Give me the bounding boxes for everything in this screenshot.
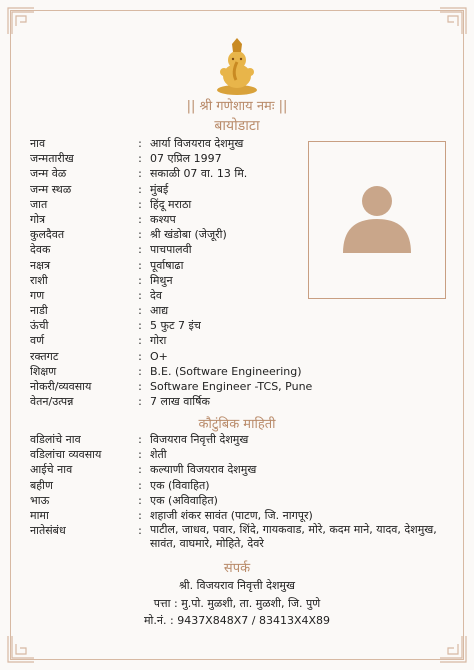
separator: :: [138, 288, 142, 302]
field-label: भाऊ: [30, 493, 50, 507]
field-label: नातेसंबंध: [30, 524, 66, 538]
ganesha-icon: [214, 38, 260, 96]
field-value: गोरा: [150, 334, 167, 348]
field-value: शहाजी शंकर सावंत (पाटण, जि. नागपूर): [150, 508, 313, 522]
field-value: 07 एप्रिल 1997: [150, 152, 222, 166]
shloka-heading: || श्री गणेशाय नमः ||: [186, 99, 288, 114]
field-value: आद्य: [150, 304, 169, 318]
corner-ornament-bottom-left: [6, 634, 36, 664]
separator: :: [138, 524, 142, 538]
separator: :: [138, 304, 142, 318]
family-row: [30, 432, 450, 447]
separator: :: [138, 448, 142, 462]
field-value: 7 लाख वार्षिक: [150, 395, 210, 409]
field-value: मुंबई: [150, 182, 169, 196]
separator: :: [138, 364, 142, 378]
separator: :: [138, 258, 142, 272]
field-value: Software Engineer -TCS, Pune: [150, 380, 313, 393]
corner-ornament-top-left: [6, 6, 36, 36]
personal-row: [30, 333, 450, 348]
avatar-placeholder-icon: [339, 185, 415, 253]
separator: :: [138, 319, 142, 333]
separator: :: [138, 228, 142, 242]
field-label: गण: [30, 288, 45, 302]
field-value: श्री खंडोबा (जेजूरी): [150, 228, 227, 242]
field-label: ऊंची: [30, 319, 49, 333]
field-value: कल्याणी विजयराव देशमुख: [150, 463, 257, 477]
separator: :: [138, 137, 142, 150]
field-label: कुलदैवत: [30, 228, 65, 242]
field-label: वेतन/उत्पन्न: [30, 395, 74, 409]
field-value: पूर्वाषाढा: [150, 258, 184, 272]
field-label: मामा: [30, 508, 49, 522]
contact-section-title: संपर्क: [223, 561, 251, 576]
corner-ornament-top-right: [438, 6, 468, 36]
field-value: मिथुन: [150, 273, 173, 287]
separator: :: [138, 433, 142, 446]
biodata-title: बायोडाटा: [214, 118, 260, 134]
field-value: आर्या विजयराव देशमुख: [150, 137, 244, 150]
field-label: जन्म वेळ: [30, 167, 67, 181]
contact-name: श्री. विजयराव निवृत्ती देशमुख: [178, 579, 295, 592]
field-label: राशी: [30, 273, 48, 287]
family-row: [30, 462, 450, 477]
photo-frame: [308, 141, 446, 299]
separator: :: [138, 182, 142, 196]
separator: :: [138, 463, 142, 477]
field-label: शिक्षण: [30, 364, 57, 378]
field-label: वडिलांचा व्यवसाय: [30, 448, 102, 462]
field-label: जन्मतारीख: [30, 152, 74, 166]
personal-row: [30, 364, 450, 379]
field-label: देवक: [30, 243, 51, 257]
field-label: जात: [30, 197, 48, 211]
field-value: शेती: [150, 448, 167, 462]
field-value: O+: [150, 349, 168, 363]
field-label: वर्ण: [30, 334, 45, 348]
field-label: नाडी: [30, 304, 48, 318]
separator: :: [138, 380, 142, 393]
family-row: [30, 478, 450, 493]
field-label: नोकरी/व्यवसाय: [30, 380, 92, 393]
separator: :: [138, 243, 142, 257]
field-label: नक्षत्र: [30, 258, 51, 272]
separator: :: [138, 167, 142, 181]
field-value: हिंदू मराठा: [150, 197, 192, 211]
personal-row: [30, 349, 450, 364]
personal-row: [30, 318, 450, 333]
personal-row: [30, 303, 450, 318]
field-value: सकाळी 07 वा. 13 मि.: [150, 167, 248, 181]
family-row: [30, 447, 450, 462]
field-label: बहीण: [30, 478, 53, 492]
separator: :: [138, 152, 142, 166]
contact-address: पत्ता : मु.पो. मुळशी, ता. मुळशी, जि. पुणे: [153, 597, 321, 610]
separator: :: [138, 508, 142, 522]
field-label: नाव: [30, 137, 46, 150]
field-value: B.E. (Software Engineering): [150, 364, 302, 378]
family-row: [30, 493, 450, 508]
personal-row: [30, 394, 450, 409]
field-value: एक (अविवाहित): [150, 493, 218, 507]
separator: :: [138, 212, 142, 226]
field-value: 5 फुट 7 इंच: [150, 319, 201, 333]
field-value: विजयराव निवृत्ती देशमुख: [150, 433, 249, 446]
separator: :: [138, 478, 142, 492]
family-row: [30, 508, 450, 523]
separator: :: [138, 197, 142, 211]
contact-phone: मो.नं. : 9437X848X7 / 83413X4X89: [143, 614, 331, 627]
personal-row: [30, 379, 450, 394]
family-details: [30, 432, 450, 553]
field-label: गोत्र: [30, 212, 46, 226]
field-value: एक (विवाहित): [150, 478, 210, 492]
family-section-title: कौटुंबिक माहिती: [198, 417, 276, 432]
field-label: रक्तगट: [30, 349, 59, 363]
field-value: पाटील, जाधव, पवार, शिंदे, गायकवाड, मोरे, कदम माने, यादव, देशमुख, सावंत, वाघमारे, मोहिते, देवरे: [150, 523, 437, 551]
field-label: वडिलांचे नाव: [30, 433, 81, 446]
separator: :: [138, 349, 142, 363]
field-label: आईचे नाव: [30, 463, 73, 477]
separator: :: [138, 273, 142, 287]
corner-ornament-bottom-right: [438, 634, 468, 664]
separator: :: [138, 334, 142, 348]
separator: :: [138, 395, 142, 409]
field-value: कश्यप: [150, 212, 176, 226]
separator: :: [138, 493, 142, 507]
field-value: पाचपालवी: [150, 243, 192, 257]
field-value: देव: [150, 288, 162, 302]
field-label: जन्म स्थळ: [30, 182, 72, 196]
family-row: [30, 523, 450, 553]
